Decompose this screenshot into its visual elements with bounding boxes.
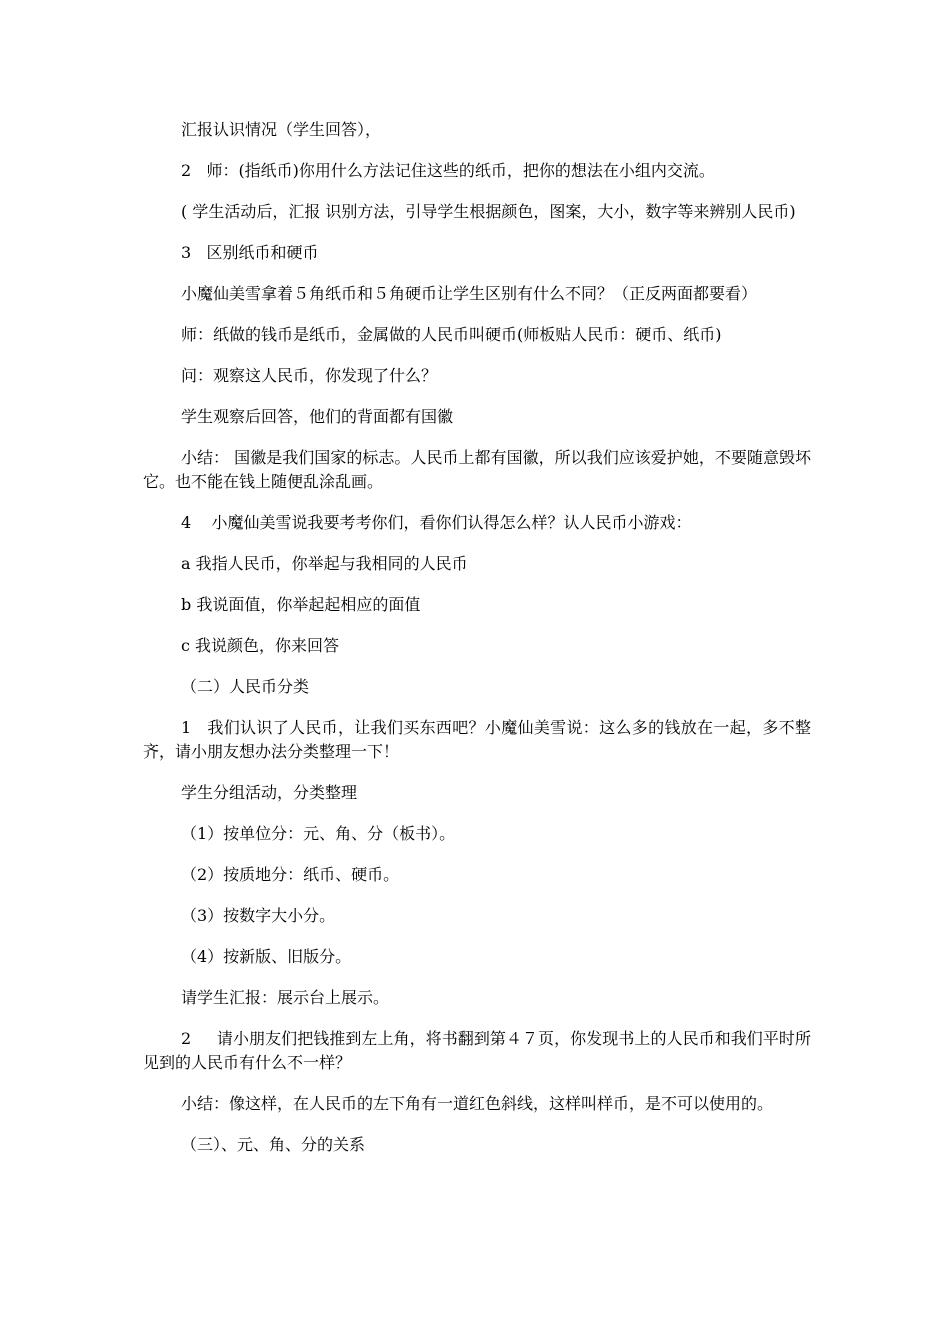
paragraph-summary-emblem: 小结： 国徽是我们国家的标志。人民币上都有国徽，所以我们应该爱护她，不要随意毁坏它。也不能在钱上随便乱涂乱画。	[143, 448, 811, 491]
paragraph-report: 汇报认识情况（学生回答），	[181, 120, 382, 139]
paragraph-student-report: 请学生汇报：展示台上展示。	[181, 988, 390, 1007]
section-heading-relationship: （三）、元、角、分的关系	[181, 1135, 366, 1154]
paragraph-game-c: c 我说颜色，你来回答	[181, 636, 340, 655]
paragraph-remember-method: 2 师：(指纸币)你用什么方法记住这些的纸币，把你的想法在小组内交流。	[181, 161, 715, 180]
paragraph-teacher-explain: 师：纸做的钱币是纸币，金属做的人民币叫硬币(师板贴人民币：硬币、纸币)	[181, 325, 722, 344]
paragraph-game-a: a 我指人民币，你举起与我相同的人民币	[181, 554, 468, 573]
paragraph-question: 问：观察这人民币，你发现了什么？	[181, 366, 438, 385]
paragraph-compare-coins: 小魔仙美雪拿着５角纸币和５角硬币让学生区别有什么不同？（正反两面都要看）	[181, 284, 758, 303]
paragraph-sort-money: 1 我们认识了人民币，让我们买东西吧？小魔仙美雪说：这么多的钱放在一起，多不整齐，请小朋友想办法分类整理一下！	[143, 718, 811, 761]
paragraph-summary-sample: 小结：像这样，在人民币的左下角有一道红色斜线，这样叫样币，是不可以使用的。	[181, 1094, 774, 1113]
paragraph-group-activity: 学生分组活动，分类整理	[181, 783, 358, 802]
document-body	[143, 118, 811, 1174]
paragraph-student-answer: 学生观察后回答，他们的背面都有国徽	[181, 407, 454, 426]
paragraph-game-intro: 4 小魔仙美雪说我要考考你们，看你们认得怎么样？认人民币小游戏：	[181, 513, 692, 532]
list-item-by-material: （2）按质地分：纸币、硬币。	[181, 865, 400, 884]
paragraph-game-b: b 我说面值，你举起起相应的面值	[181, 595, 421, 614]
list-item-by-version: （4）按新版、旧版分。	[181, 947, 352, 966]
list-item-by-number: （3）按数字大小分。	[181, 906, 336, 925]
paragraph-distinguish-heading: 3 区别纸币和硬币	[181, 243, 319, 262]
paragraph-identify-method: ( 学生活动后，汇报 识别方法，引导学生根据颜色，图案，大小，数字等来辨别人民币)	[181, 202, 796, 221]
paragraph-textbook-page: 2 请小朋友们把钱推到左上角，将书翻到第４７页，你发现书上的人民币和我们平时所见到的人民币有什么不一样？	[143, 1029, 811, 1072]
list-item-by-unit: （1）按单位分：元、角、分（板书）。	[181, 824, 456, 843]
section-heading-classification: （二）人民币分类	[181, 677, 310, 696]
